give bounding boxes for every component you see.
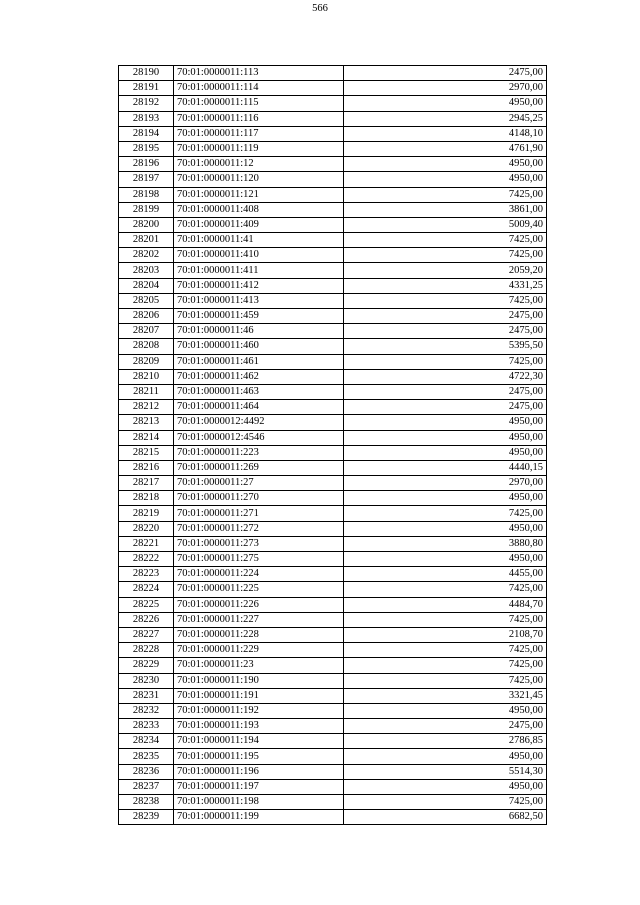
row-number-cell: 28226: [119, 612, 174, 627]
registry-table: [118, 65, 547, 825]
amount-cell: 4950,00: [344, 157, 547, 172]
amount-cell: 2970,00: [344, 476, 547, 491]
table-row: [119, 627, 547, 642]
amount-cell: 4950,00: [344, 415, 547, 430]
cadastral-number-cell: 70:01:0000011:225: [174, 582, 344, 597]
row-number-cell: 28201: [119, 233, 174, 248]
cadastral-number-cell: 70:01:0000011:228: [174, 627, 344, 642]
amount-cell: 2108,70: [344, 627, 547, 642]
table-row: [119, 309, 547, 324]
amount-cell: 7425,00: [344, 658, 547, 673]
row-number-cell: 28215: [119, 445, 174, 460]
amount-cell: 4950,00: [344, 96, 547, 111]
table-row: [119, 521, 547, 536]
amount-cell: 7425,00: [344, 354, 547, 369]
row-number-cell: 28239: [119, 810, 174, 825]
amount-cell: 4148,10: [344, 126, 547, 141]
cadastral-number-cell: 70:01:0000011:224: [174, 567, 344, 582]
cadastral-number-cell: 70:01:0000011:196: [174, 764, 344, 779]
row-number-cell: 28222: [119, 552, 174, 567]
table-row: [119, 66, 547, 81]
table-row: [119, 764, 547, 779]
cadastral-number-cell: 70:01:0000011:23: [174, 658, 344, 673]
table-row: [119, 81, 547, 96]
row-number-cell: 28232: [119, 703, 174, 718]
cadastral-number-cell: 70:01:0000011:271: [174, 506, 344, 521]
cadastral-number-cell: 70:01:0000011:192: [174, 703, 344, 718]
row-number-cell: 28194: [119, 126, 174, 141]
cadastral-number-cell: 70:01:0000011:408: [174, 202, 344, 217]
row-number-cell: 28230: [119, 673, 174, 688]
table-row: [119, 673, 547, 688]
amount-cell: 4455,00: [344, 567, 547, 582]
row-number-cell: 28205: [119, 293, 174, 308]
cadastral-number-cell: 70:01:0000011:229: [174, 643, 344, 658]
row-number-cell: 28227: [119, 627, 174, 642]
table-row: [119, 141, 547, 156]
row-number-cell: 28238: [119, 795, 174, 810]
amount-cell: 7425,00: [344, 582, 547, 597]
row-number-cell: 28217: [119, 476, 174, 491]
row-number-cell: 28231: [119, 688, 174, 703]
row-number-cell: 28206: [119, 309, 174, 324]
amount-cell: 2970,00: [344, 81, 547, 96]
cadastral-number-cell: 70:01:0000011:46: [174, 324, 344, 339]
row-number-cell: 28212: [119, 400, 174, 415]
amount-cell: 7425,00: [344, 233, 547, 248]
table-row: [119, 658, 547, 673]
amount-cell: 4331,25: [344, 278, 547, 293]
amount-cell: 2475,00: [344, 324, 547, 339]
amount-cell: 2475,00: [344, 400, 547, 415]
table-row: [119, 536, 547, 551]
table-row: [119, 187, 547, 202]
row-number-cell: 28202: [119, 248, 174, 263]
table-row: [119, 795, 547, 810]
row-number-cell: 28233: [119, 719, 174, 734]
cadastral-number-cell: 70:01:0000011:193: [174, 719, 344, 734]
amount-cell: 4950,00: [344, 552, 547, 567]
table-row: [119, 354, 547, 369]
table-row: [119, 810, 547, 825]
amount-cell: 7425,00: [344, 506, 547, 521]
row-number-cell: 28191: [119, 81, 174, 96]
row-number-cell: 28229: [119, 658, 174, 673]
cadastral-number-cell: 70:01:0000011:273: [174, 536, 344, 551]
row-number-cell: 28223: [119, 567, 174, 582]
table-row: [119, 779, 547, 794]
amount-cell: 7425,00: [344, 248, 547, 263]
amount-cell: 7425,00: [344, 187, 547, 202]
cadastral-number-cell: 70:01:0000011:270: [174, 491, 344, 506]
table-row: [119, 703, 547, 718]
row-number-cell: 28196: [119, 157, 174, 172]
table-row: [119, 384, 547, 399]
cadastral-number-cell: 70:01:0000011:409: [174, 217, 344, 232]
cadastral-number-cell: 70:01:0000011:461: [174, 354, 344, 369]
row-number-cell: 28193: [119, 111, 174, 126]
table-row: [119, 202, 547, 217]
cadastral-number-cell: 70:01:0000011:460: [174, 339, 344, 354]
cadastral-number-cell: 70:01:0000011:459: [174, 309, 344, 324]
cadastral-number-cell: 70:01:0000011:226: [174, 597, 344, 612]
amount-cell: 2059,20: [344, 263, 547, 278]
cadastral-number-cell: 70:01:0000011:191: [174, 688, 344, 703]
row-number-cell: 28236: [119, 764, 174, 779]
amount-cell: 4950,00: [344, 703, 547, 718]
table-row: [119, 734, 547, 749]
table-row: [119, 612, 547, 627]
table-row: [119, 445, 547, 460]
table-row: [119, 476, 547, 491]
amount-cell: 3861,00: [344, 202, 547, 217]
cadastral-number-cell: 70:01:0000011:197: [174, 779, 344, 794]
amount-cell: 4484,70: [344, 597, 547, 612]
cadastral-number-cell: 70:01:0000011:121: [174, 187, 344, 202]
table-row: [119, 324, 547, 339]
amount-cell: 2475,00: [344, 384, 547, 399]
row-number-cell: 28213: [119, 415, 174, 430]
cadastral-number-cell: 70:01:0000011:227: [174, 612, 344, 627]
amount-cell: 2475,00: [344, 66, 547, 81]
amount-cell: 4722,30: [344, 369, 547, 384]
amount-cell: 2475,00: [344, 719, 547, 734]
table-row: [119, 172, 547, 187]
table-row: [119, 369, 547, 384]
cadastral-number-cell: 70:01:0000011:117: [174, 126, 344, 141]
cadastral-number-cell: 70:01:0000011:462: [174, 369, 344, 384]
table-row: [119, 248, 547, 263]
row-number-cell: 28190: [119, 66, 174, 81]
table-row: [119, 643, 547, 658]
table-row: [119, 233, 547, 248]
amount-cell: 4440,15: [344, 460, 547, 475]
row-number-cell: 28211: [119, 384, 174, 399]
table-row: [119, 111, 547, 126]
cadastral-number-cell: 70:01:0000011:272: [174, 521, 344, 536]
amount-cell: 4761,90: [344, 141, 547, 156]
table-row: [119, 749, 547, 764]
cadastral-number-cell: 70:01:0000011:113: [174, 66, 344, 81]
amount-cell: 2786,85: [344, 734, 547, 749]
amount-cell: 4950,00: [344, 491, 547, 506]
amount-cell: 5009,40: [344, 217, 547, 232]
amount-cell: 5514,30: [344, 764, 547, 779]
table-row: [119, 400, 547, 415]
amount-cell: 4950,00: [344, 430, 547, 445]
cadastral-number-cell: 70:01:0000011:198: [174, 795, 344, 810]
cadastral-number-cell: 70:01:0000011:195: [174, 749, 344, 764]
amount-cell: 4950,00: [344, 172, 547, 187]
row-number-cell: 28192: [119, 96, 174, 111]
amount-cell: 4950,00: [344, 749, 547, 764]
cadastral-number-cell: 70:01:0000011:115: [174, 96, 344, 111]
table-row: [119, 688, 547, 703]
cadastral-number-cell: 70:01:0000011:12: [174, 157, 344, 172]
table-row: [119, 719, 547, 734]
amount-cell: 7425,00: [344, 795, 547, 810]
row-number-cell: 28234: [119, 734, 174, 749]
amount-cell: 7425,00: [344, 673, 547, 688]
row-number-cell: 28198: [119, 187, 174, 202]
cadastral-number-cell: 70:01:0000011:190: [174, 673, 344, 688]
cadastral-number-cell: 70:01:0000012:4492: [174, 415, 344, 430]
cadastral-number-cell: 70:01:0000011:410: [174, 248, 344, 263]
table-row: [119, 460, 547, 475]
row-number-cell: 28219: [119, 506, 174, 521]
row-number-cell: 28209: [119, 354, 174, 369]
amount-cell: 2475,00: [344, 309, 547, 324]
cadastral-number-cell: 70:01:0000011:194: [174, 734, 344, 749]
row-number-cell: 28197: [119, 172, 174, 187]
table-row: [119, 567, 547, 582]
table-row: [119, 293, 547, 308]
table-row: [119, 339, 547, 354]
row-number-cell: 28220: [119, 521, 174, 536]
row-number-cell: 28221: [119, 536, 174, 551]
row-number-cell: 28225: [119, 597, 174, 612]
table-row: [119, 582, 547, 597]
amount-cell: 3880,80: [344, 536, 547, 551]
cadastral-number-cell: 70:01:0000011:27: [174, 476, 344, 491]
amount-cell: 7425,00: [344, 612, 547, 627]
page-number: 566: [312, 3, 328, 14]
table-row: [119, 96, 547, 111]
registry-table-body: [119, 66, 547, 825]
amount-cell: 6682,50: [344, 810, 547, 825]
table-row: [119, 552, 547, 567]
cadastral-number-cell: 70:01:0000011:41: [174, 233, 344, 248]
cadastral-number-cell: 70:01:0000011:116: [174, 111, 344, 126]
row-number-cell: 28200: [119, 217, 174, 232]
cadastral-number-cell: 70:01:0000011:411: [174, 263, 344, 278]
row-number-cell: 28208: [119, 339, 174, 354]
row-number-cell: 28203: [119, 263, 174, 278]
row-number-cell: 28235: [119, 749, 174, 764]
cadastral-number-cell: 70:01:0000011:199: [174, 810, 344, 825]
cadastral-number-cell: 70:01:0000011:223: [174, 445, 344, 460]
row-number-cell: 28210: [119, 369, 174, 384]
cadastral-number-cell: 70:01:0000011:413: [174, 293, 344, 308]
cadastral-number-cell: 70:01:0000011:269: [174, 460, 344, 475]
table-row: [119, 506, 547, 521]
cadastral-number-cell: 70:01:0000011:114: [174, 81, 344, 96]
table-row: [119, 126, 547, 141]
table-row: [119, 263, 547, 278]
row-number-cell: 28228: [119, 643, 174, 658]
table-row: [119, 491, 547, 506]
amount-cell: 4950,00: [344, 779, 547, 794]
table-row: [119, 430, 547, 445]
cadastral-number-cell: 70:01:0000011:119: [174, 141, 344, 156]
table-row: [119, 217, 547, 232]
row-number-cell: 28237: [119, 779, 174, 794]
row-number-cell: 28224: [119, 582, 174, 597]
cadastral-number-cell: 70:01:0000011:463: [174, 384, 344, 399]
amount-cell: 2945,25: [344, 111, 547, 126]
cadastral-number-cell: 70:01:0000012:4546: [174, 430, 344, 445]
row-number-cell: 28195: [119, 141, 174, 156]
amount-cell: 7425,00: [344, 643, 547, 658]
amount-cell: 4950,00: [344, 445, 547, 460]
cadastral-number-cell: 70:01:0000011:120: [174, 172, 344, 187]
cadastral-number-cell: 70:01:0000011:275: [174, 552, 344, 567]
cadastral-number-cell: 70:01:0000011:412: [174, 278, 344, 293]
row-number-cell: 28218: [119, 491, 174, 506]
row-number-cell: 28204: [119, 278, 174, 293]
table-row: [119, 597, 547, 612]
table-row: [119, 278, 547, 293]
row-number-cell: 28207: [119, 324, 174, 339]
amount-cell: 5395,50: [344, 339, 547, 354]
amount-cell: 4950,00: [344, 521, 547, 536]
amount-cell: 7425,00: [344, 293, 547, 308]
cadastral-number-cell: 70:01:0000011:464: [174, 400, 344, 415]
table-row: [119, 415, 547, 430]
row-number-cell: 28216: [119, 460, 174, 475]
amount-cell: 3321,45: [344, 688, 547, 703]
table-row: [119, 157, 547, 172]
row-number-cell: 28214: [119, 430, 174, 445]
row-number-cell: 28199: [119, 202, 174, 217]
